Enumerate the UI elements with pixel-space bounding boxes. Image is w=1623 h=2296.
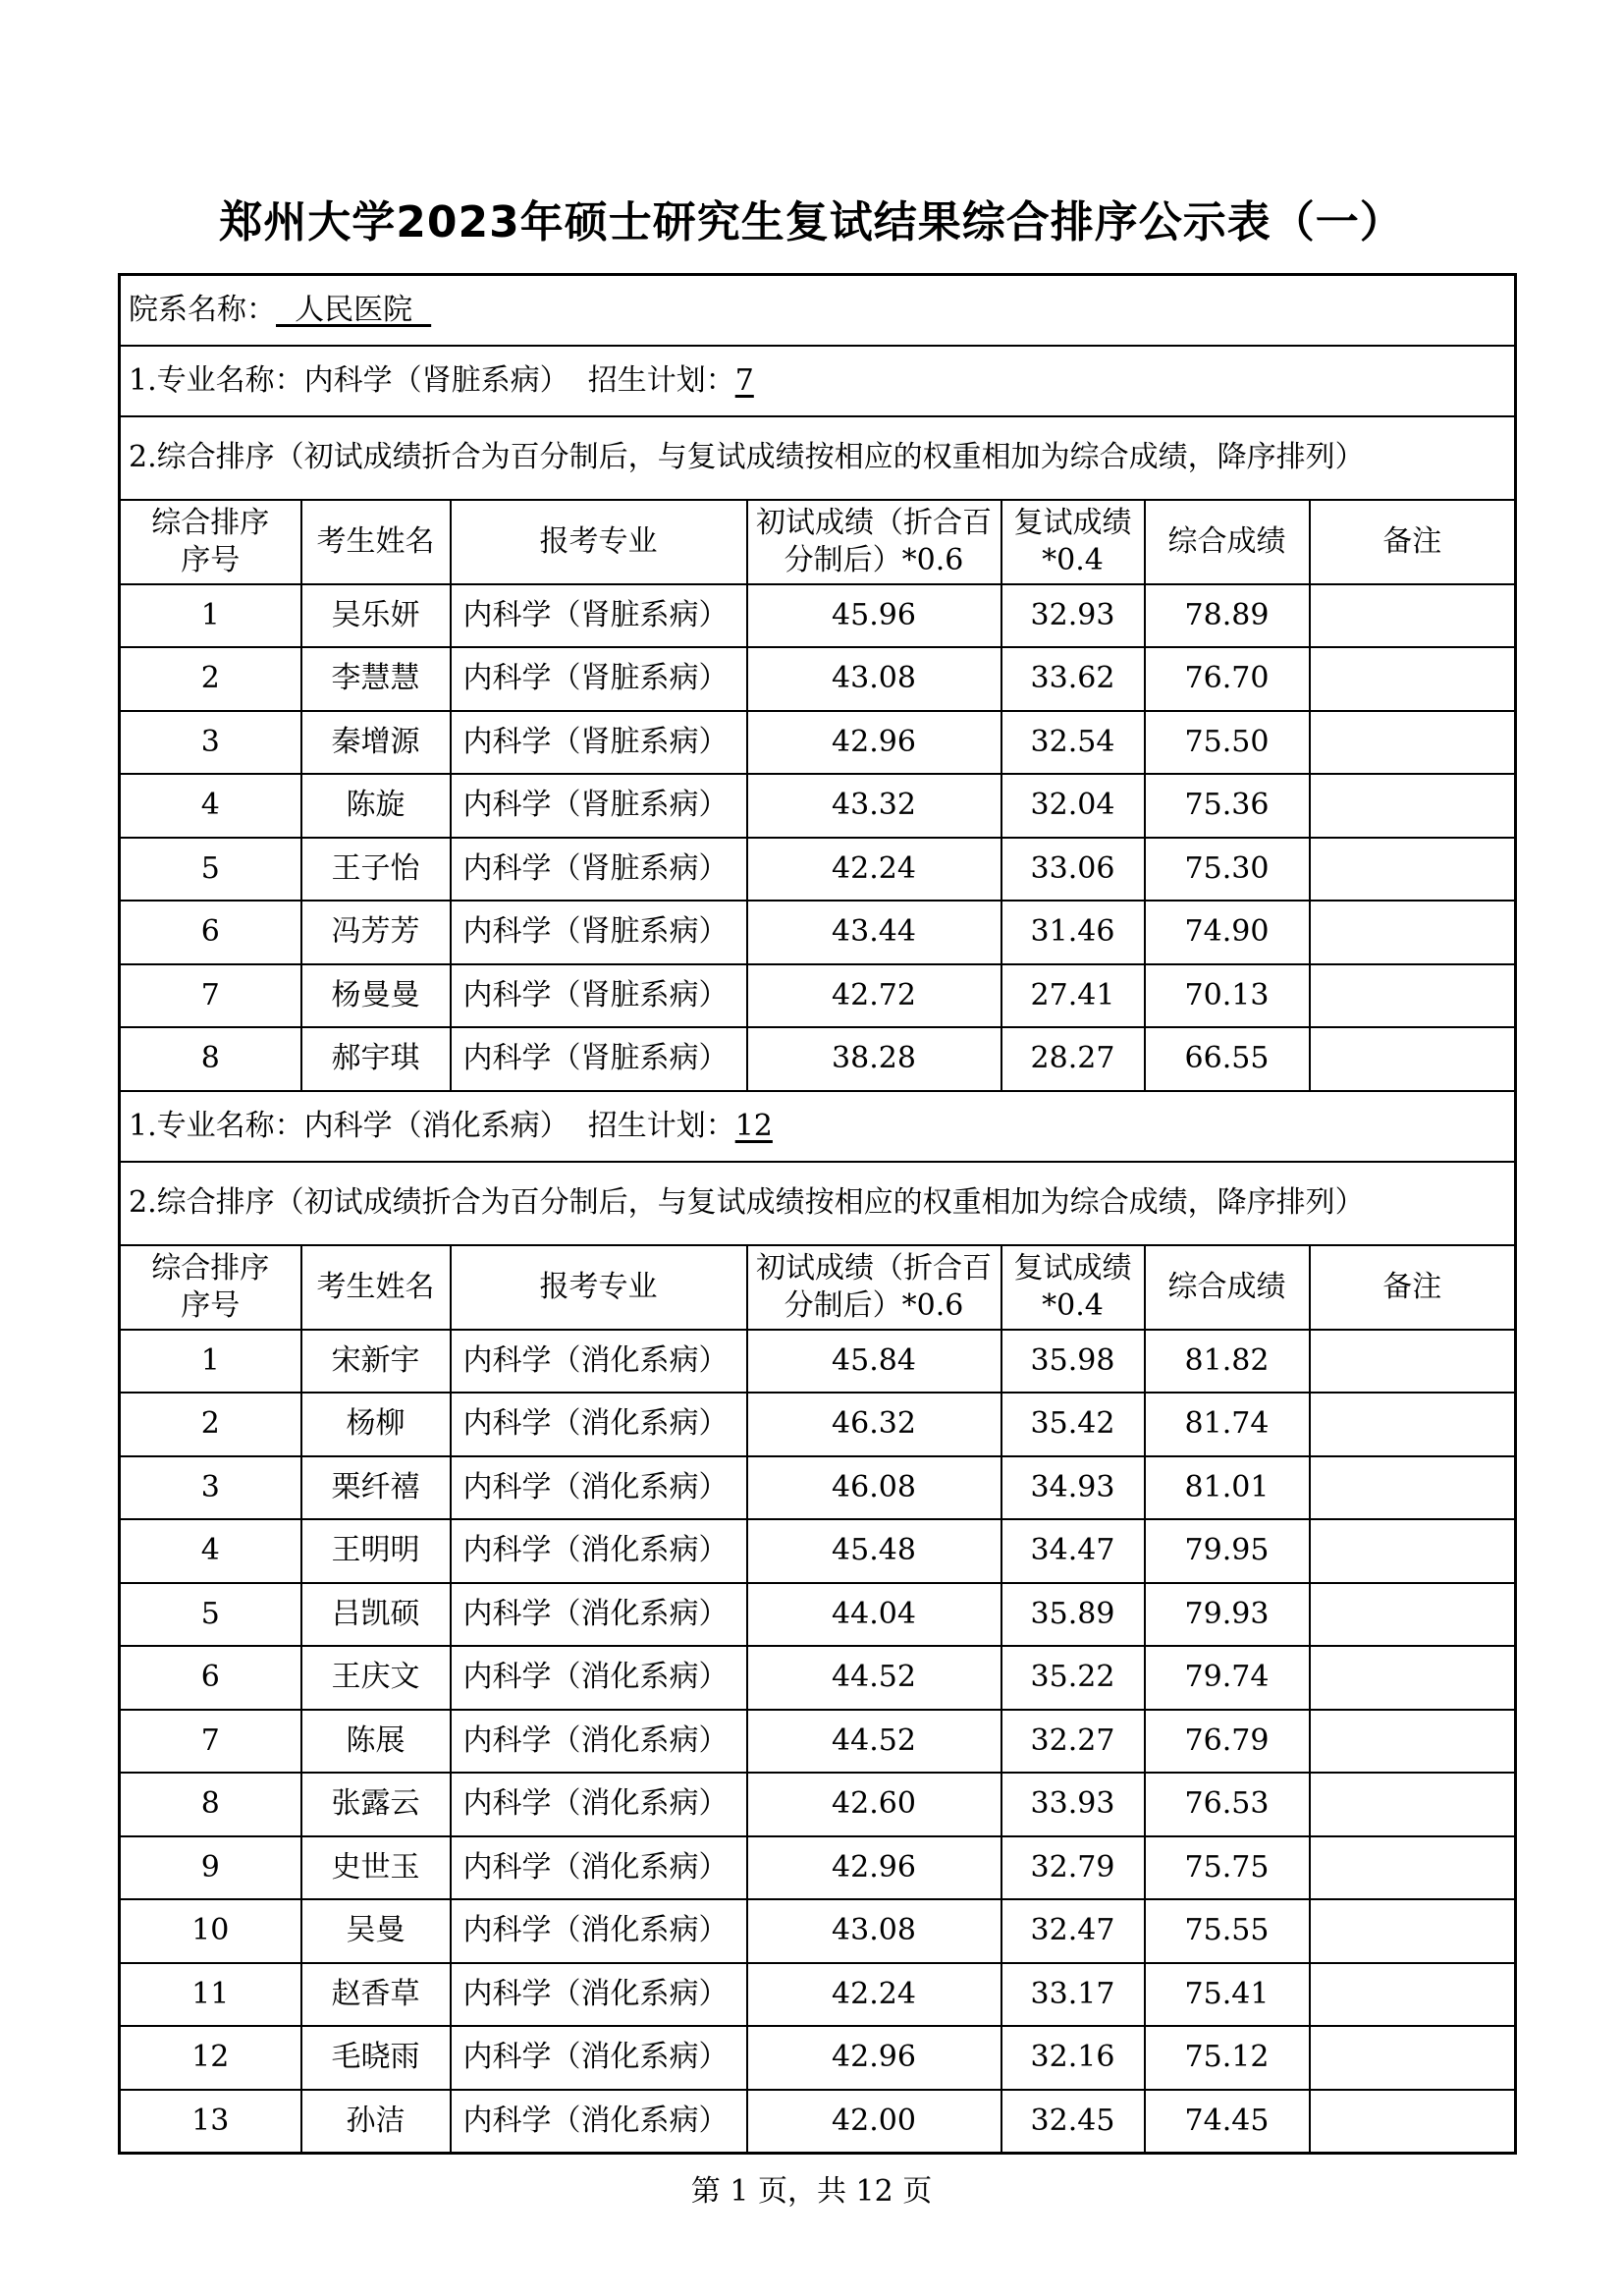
cell-initial-score: 42.24 [747,1963,1001,2027]
cell-name: 吴乐妍 [301,584,451,648]
table-row [120,1027,1516,1091]
column-header-remark: 备注 [1310,1245,1516,1330]
cell-initial-score: 42.96 [747,1836,1001,1900]
cell-major: 内科学（消化系病） [451,1773,747,1836]
cell-total-score: 78.89 [1145,584,1310,648]
cell-major: 内科学（消化系病） [451,1519,747,1583]
major-cell [120,346,1516,416]
sort-note-row [120,416,1516,500]
cell-remark [1310,1027,1516,1091]
table-row [120,1710,1516,1774]
cell-retest-score: 35.42 [1001,1393,1145,1456]
cell-retest-score: 32.93 [1001,584,1145,648]
cell-remark [1310,1330,1516,1394]
cell-rank: 10 [120,1899,301,1963]
cell-total-score: 79.95 [1145,1519,1310,1583]
cell-retest-score: 27.41 [1001,964,1145,1028]
cell-initial-score: 42.96 [747,2026,1001,2090]
cell-name: 李慧慧 [301,647,451,711]
table-row [120,2026,1516,2090]
table-row [120,964,1516,1028]
column-header-major: 报考专业 [451,500,747,584]
table-row [120,1646,1516,1710]
cell-initial-score: 44.52 [747,1646,1001,1710]
cell-total-score: 70.13 [1145,964,1310,1028]
cell-rank: 3 [120,1456,301,1520]
sort-note: 2.综合排序（初试成绩折合为百分制后，与复试成绩按相应的权重相加为综合成绩，降序排列） [120,416,1516,500]
cell-remark [1310,838,1516,902]
cell-name: 王明明 [301,1519,451,1583]
cell-retest-score: 32.54 [1001,711,1145,775]
cell-name: 赵香草 [301,1963,451,2027]
cell-major: 内科学（肾脏系病） [451,838,747,902]
table-row [120,647,1516,711]
dept-row [120,275,1516,346]
cell-remark [1310,1456,1516,1520]
cell-retest-score: 32.27 [1001,1710,1145,1774]
table-row [120,711,1516,775]
cell-major: 内科学（肾脏系病） [451,964,747,1028]
cell-rank: 1 [120,1330,301,1394]
cell-major: 内科学（肾脏系病） [451,711,747,775]
cell-name: 王庆文 [301,1646,451,1710]
major-label: 1.专业名称：内科学（肾脏系病） 招生计划： [129,362,735,398]
cell-initial-score: 45.84 [747,1330,1001,1394]
table-row [120,2090,1516,2154]
cell-major: 内科学（消化系病） [451,2026,747,2090]
cell-total-score: 74.90 [1145,901,1310,964]
column-header-name: 考生姓名 [301,500,451,584]
cell-name: 郝宇琪 [301,1027,451,1091]
cell-major: 内科学（消化系病） [451,2090,747,2154]
cell-remark [1310,774,1516,838]
page-footer: 第 1 页，共 12 页 [690,2174,933,2209]
column-header-remark: 备注 [1310,500,1516,584]
cell-initial-score: 46.32 [747,1393,1001,1456]
cell-retest-score: 35.22 [1001,1646,1145,1710]
cell-name: 栗纤禧 [301,1456,451,1520]
cell-name: 孙洁 [301,2090,451,2154]
cell-rank: 6 [120,901,301,964]
cell-initial-score: 43.44 [747,901,1001,964]
cell-name: 陈展 [301,1710,451,1774]
cell-remark [1310,1583,1516,1647]
cell-rank: 4 [120,774,301,838]
cell-name: 宋新宇 [301,1330,451,1394]
cell-rank: 5 [120,838,301,902]
column-header-rank: 综合排序 序号 [120,500,301,584]
cell-initial-score: 43.32 [747,774,1001,838]
header-row [120,1245,1516,1330]
cell-rank: 6 [120,1646,301,1710]
table-row [120,1330,1516,1394]
cell-remark [1310,901,1516,964]
column-header-initial-score: 初试成绩（折合百 分制后）*0.6 [747,500,1001,584]
page-title: 郑州大学2023年硕士研究生复试结果综合排序公示表（一） [219,197,1404,247]
cell-total-score: 76.53 [1145,1773,1310,1836]
cell-major: 内科学（消化系病） [451,1583,747,1647]
cell-total-score: 75.55 [1145,1899,1310,1963]
table-row [120,1456,1516,1520]
header-row [120,500,1516,584]
cell-total-score: 75.36 [1145,774,1310,838]
cell-name: 冯芳芳 [301,901,451,964]
cell-retest-score: 35.98 [1001,1330,1145,1394]
column-header-total-score: 综合成绩 [1145,1245,1310,1330]
dept-label: 院系名称： [129,292,276,327]
table-row [120,1963,1516,2027]
cell-name: 王子怡 [301,838,451,902]
table-row [120,901,1516,964]
major-row [120,346,1516,416]
cell-initial-score: 45.48 [747,1519,1001,1583]
major-cell [120,1091,1516,1162]
cell-remark [1310,711,1516,775]
cell-remark [1310,1899,1516,1963]
cell-total-score: 75.75 [1145,1836,1310,1900]
cell-remark [1310,584,1516,648]
cell-name: 陈旋 [301,774,451,838]
sort-note-row [120,1162,1516,1245]
cell-initial-score: 42.96 [747,711,1001,775]
cell-rank: 11 [120,1963,301,2027]
cell-retest-score: 32.45 [1001,2090,1145,2154]
cell-remark [1310,1393,1516,1456]
major-row [120,1091,1516,1162]
cell-initial-score: 45.96 [747,584,1001,648]
table-row [120,1583,1516,1647]
table-row [120,1519,1516,1583]
column-header-rank: 综合排序 序号 [120,1245,301,1330]
cell-major: 内科学（消化系病） [451,1963,747,2027]
cell-major: 内科学（肾脏系病） [451,901,747,964]
cell-retest-score: 33.62 [1001,647,1145,711]
cell-retest-score: 33.93 [1001,1773,1145,1836]
cell-remark [1310,1646,1516,1710]
cell-initial-score: 42.72 [747,964,1001,1028]
enrollment-plan: 7 [734,362,754,398]
sort-note: 2.综合排序（初试成绩折合为百分制后，与复试成绩按相应的权重相加为综合成绩，降序排列） [120,1162,1516,1245]
cell-major: 内科学（肾脏系病） [451,584,747,648]
cell-total-score: 75.12 [1145,2026,1310,2090]
cell-rank: 2 [120,1393,301,1456]
cell-name: 史世玉 [301,1836,451,1900]
cell-remark [1310,1963,1516,2027]
cell-total-score: 79.93 [1145,1583,1310,1647]
cell-total-score: 81.74 [1145,1393,1310,1456]
cell-retest-score: 31.46 [1001,901,1145,964]
cell-major: 内科学（消化系病） [451,1710,747,1774]
cell-remark [1310,964,1516,1028]
cell-major: 内科学（消化系病） [451,1899,747,1963]
cell-major: 内科学（消化系病） [451,1836,747,1900]
column-header-retest-score: 复试成绩 *0.4 [1001,500,1145,584]
column-header-total-score: 综合成绩 [1145,500,1310,584]
cell-retest-score: 33.06 [1001,838,1145,902]
cell-initial-score: 42.60 [747,1773,1001,1836]
cell-total-score: 76.70 [1145,647,1310,711]
cell-initial-score: 43.08 [747,647,1001,711]
cell-rank: 8 [120,1773,301,1836]
cell-name: 秦增源 [301,711,451,775]
table-row [120,584,1516,648]
cell-rank: 12 [120,2026,301,2090]
cell-retest-score: 32.79 [1001,1836,1145,1900]
dept-cell [120,275,1516,346]
cell-major: 内科学（肾脏系病） [451,774,747,838]
cell-retest-score: 28.27 [1001,1027,1145,1091]
cell-major: 内科学（消化系病） [451,1330,747,1394]
cell-total-score: 81.01 [1145,1456,1310,1520]
results-table [118,273,1517,2155]
cell-initial-score: 44.04 [747,1583,1001,1647]
cell-rank: 9 [120,1836,301,1900]
cell-retest-score: 34.47 [1001,1519,1145,1583]
cell-major: 内科学（消化系病） [451,1393,747,1456]
cell-total-score: 75.41 [1145,1963,1310,2027]
cell-remark [1310,2026,1516,2090]
cell-rank: 7 [120,1710,301,1774]
table-row [120,1836,1516,1900]
cell-major: 内科学（消化系病） [451,1456,747,1520]
cell-rank: 13 [120,2090,301,2154]
cell-retest-score: 32.16 [1001,2026,1145,2090]
cell-total-score: 75.50 [1145,711,1310,775]
cell-remark [1310,1519,1516,1583]
table-row [120,774,1516,838]
cell-major: 内科学（肾脏系病） [451,647,747,711]
cell-retest-score: 35.89 [1001,1583,1145,1647]
cell-retest-score: 34.93 [1001,1456,1145,1520]
cell-name: 杨柳 [301,1393,451,1456]
table-row [120,1393,1516,1456]
cell-major: 内科学（消化系病） [451,1646,747,1710]
cell-name: 张露云 [301,1773,451,1836]
cell-major: 内科学（肾脏系病） [451,1027,747,1091]
cell-initial-score: 46.08 [747,1456,1001,1520]
cell-rank: 4 [120,1519,301,1583]
cell-total-score: 75.30 [1145,838,1310,902]
cell-rank: 5 [120,1583,301,1647]
cell-name: 吕凯硕 [301,1583,451,1647]
column-header-name: 考生姓名 [301,1245,451,1330]
cell-initial-score: 38.28 [747,1027,1001,1091]
table-row [120,1899,1516,1963]
cell-rank: 2 [120,647,301,711]
cell-initial-score: 44.52 [747,1710,1001,1774]
dept-value: 人民医院 [276,292,432,327]
enrollment-plan: 12 [734,1108,773,1143]
cell-rank: 8 [120,1027,301,1091]
table-row [120,838,1516,902]
cell-remark [1310,1773,1516,1836]
cell-name: 吴曼 [301,1899,451,1963]
cell-name: 杨曼曼 [301,964,451,1028]
cell-total-score: 79.74 [1145,1646,1310,1710]
column-header-major: 报考专业 [451,1245,747,1330]
cell-remark [1310,1710,1516,1774]
cell-initial-score: 43.08 [747,1899,1001,1963]
cell-total-score: 81.82 [1145,1330,1310,1394]
cell-retest-score: 32.47 [1001,1899,1145,1963]
cell-rank: 1 [120,584,301,648]
column-header-initial-score: 初试成绩（折合百 分制后）*0.6 [747,1245,1001,1330]
cell-name: 毛晓雨 [301,2026,451,2090]
cell-total-score: 74.45 [1145,2090,1310,2154]
cell-retest-score: 32.04 [1001,774,1145,838]
cell-initial-score: 42.24 [747,838,1001,902]
table-row [120,1773,1516,1836]
cell-total-score: 66.55 [1145,1027,1310,1091]
cell-remark [1310,647,1516,711]
major-label: 1.专业名称：内科学（消化系病） 招生计划： [129,1108,735,1143]
cell-remark [1310,2090,1516,2154]
cell-total-score: 76.79 [1145,1710,1310,1774]
cell-remark [1310,1836,1516,1900]
cell-retest-score: 33.17 [1001,1963,1145,2027]
cell-rank: 7 [120,964,301,1028]
cell-rank: 3 [120,711,301,775]
cell-initial-score: 42.00 [747,2090,1001,2154]
column-header-retest-score: 复试成绩 *0.4 [1001,1245,1145,1330]
